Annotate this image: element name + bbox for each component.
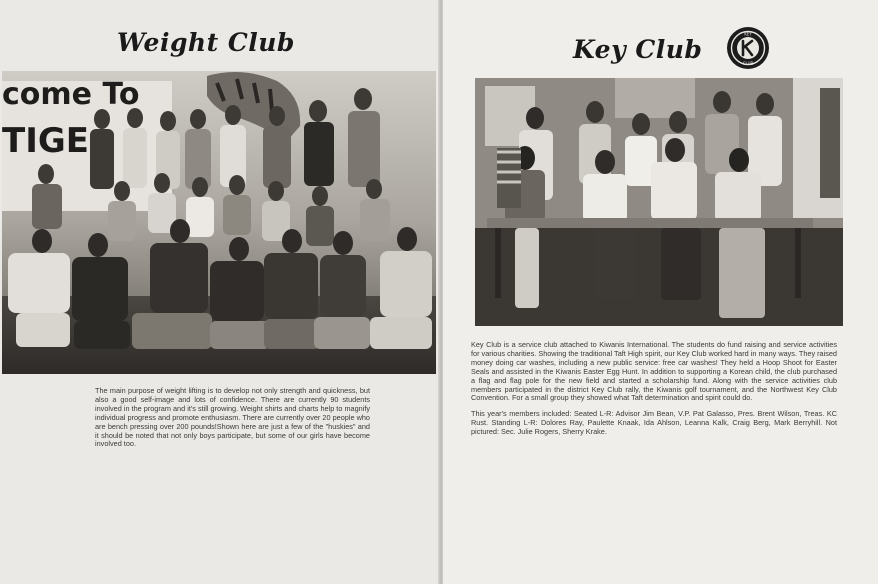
kiwanis-key-club-logo-icon (727, 27, 769, 69)
key-club-description: Key Club is a service club attached to Kiwanis International. The students do fund raising and service activities for various charities. Showing the traditional Taft High spirit, our Key Club worked hard in many ways. They raised money doing car washes, including a new public service: free car washes! They held a Hoop Shoot for Easter Seals and assisted in the Kiwanis Easter Egg Hunt. In addition to supporting a Korean child, the club purchased a flag and flag pole for the new field and started a scholarship fund. Along with the service activities club members participated in the district Key Club rally, the Kiwanis golf tournament, and the Northwest Key Club Convention. For a small group they showed what Taft determination and spirit could do. (471, 340, 837, 403)
key-club-group-photo (475, 78, 843, 326)
weight-club-caption: The main purpose of weight lifting is to develop not only strength and quickness, but also a good self-image and lots of confidence. There are currently 90 students involved in the program and it's still growing. Weight shirts and charts help to magnify individual progress and promote enthusiasm. There are currently over 20 people who are bench pressing over 200 pounds!Shown here are just a few of the "huskies" and it should be noted that not only boys participate, but some of our girls have become involved too. (95, 386, 370, 449)
svg-text:KEY: KEY (744, 31, 752, 37)
banner-text-welcome: come To (2, 77, 140, 112)
svg-text:CLUB: CLUB (742, 61, 754, 67)
key-club-caption (471, 341, 837, 444)
weight-club-title: Weight Club (117, 28, 295, 57)
banner-text-tigers: TIGE (2, 121, 89, 161)
weight-club-group-photo (2, 71, 436, 374)
key-club-title: Key Club (573, 35, 703, 64)
key-club-members: This year's members included: Seated L-R: Advisor Jim Bean, V.P. Pat Galasso, Pres. Brent Wilson, Treas. KC Rust. Standing L-R: Dolores Ray, Paulette Knaak, Ida Ahlson, Leanna Kalk, Craig Berg, Mark Berryhill. Not pictured: Sec. Julie Rogers, Sherry Krake. (471, 409, 837, 437)
key-club-emblem (727, 27, 769, 69)
